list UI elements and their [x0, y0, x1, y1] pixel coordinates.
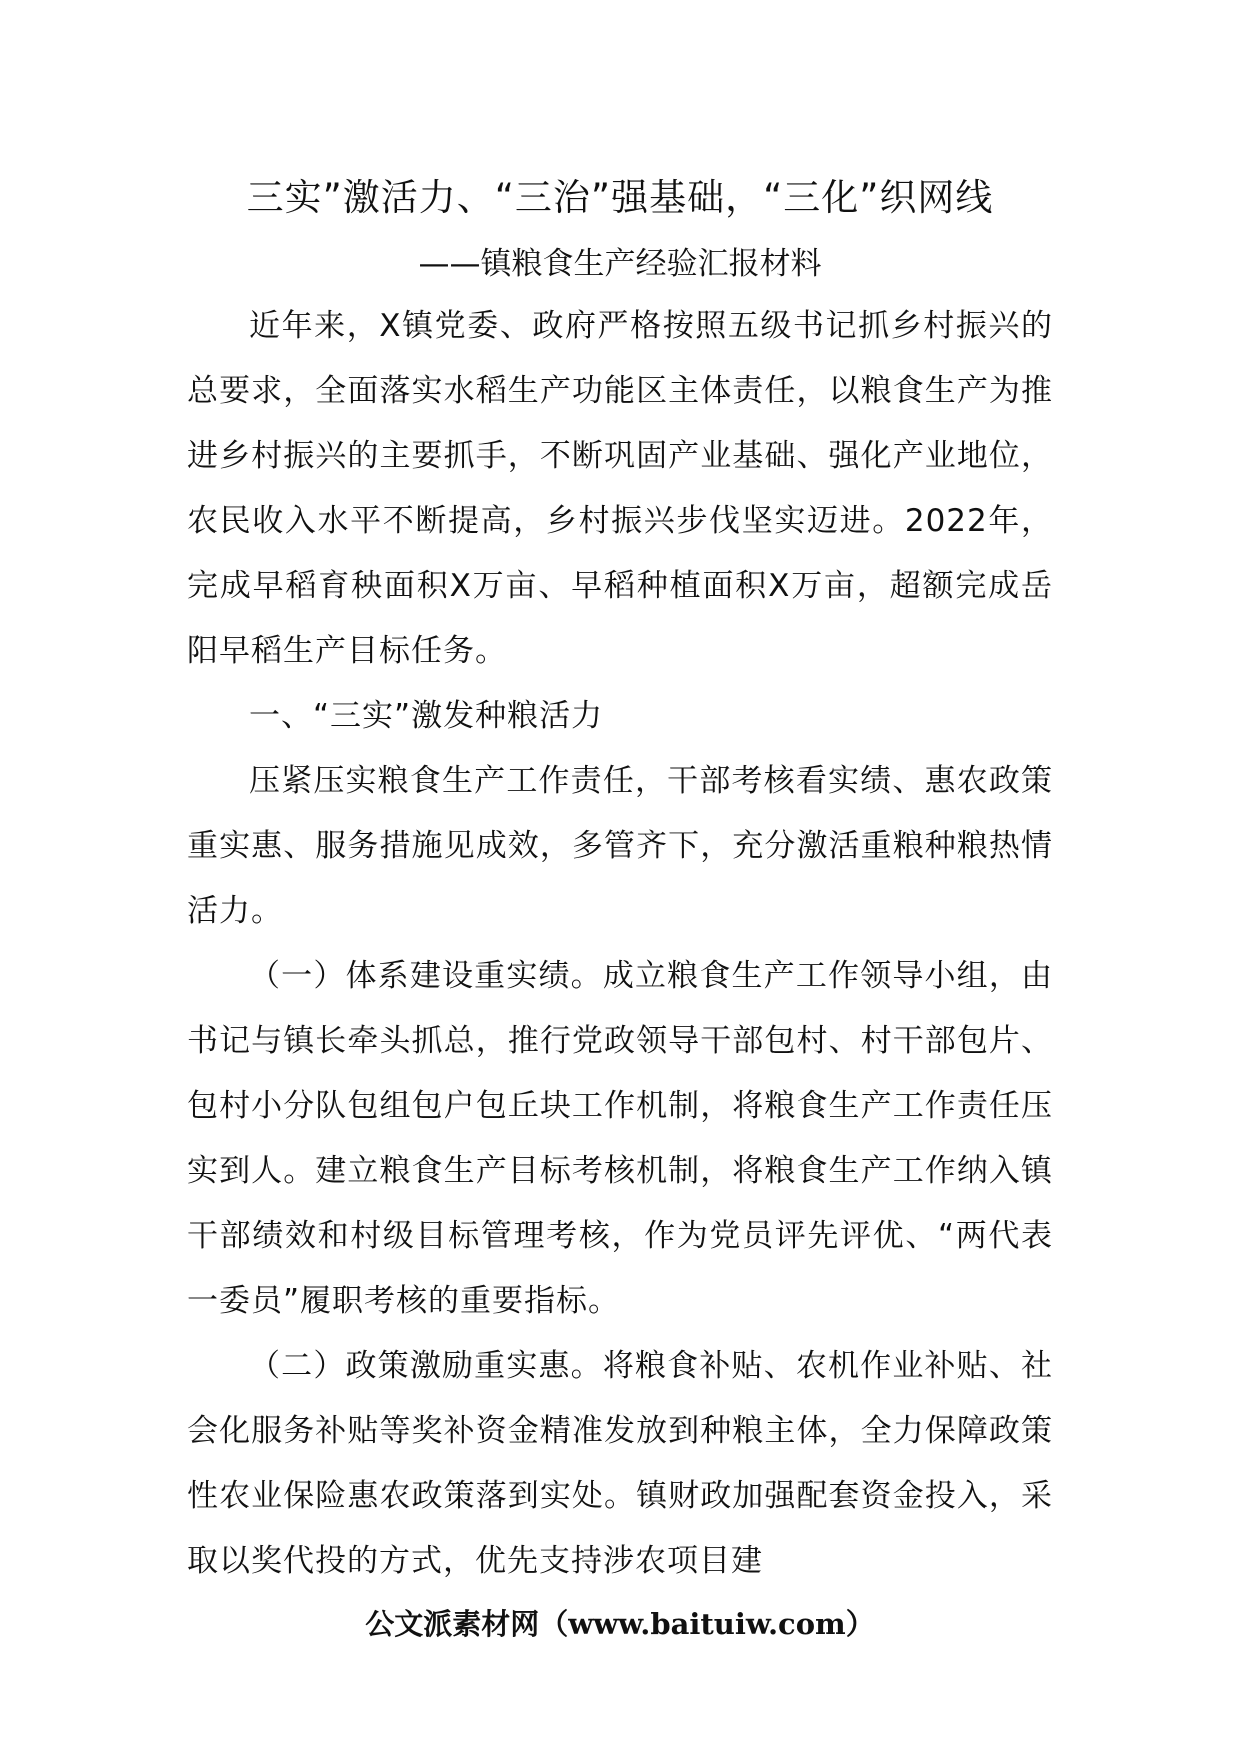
document-title: 三实”激活力、“三治”强基础，“三化”织网线 — [246, 176, 994, 219]
footer-watermark: 公文派素材网（www.baituiw.com） — [365, 1607, 875, 1641]
section-heading: 一、“三实”激发种粮活力 — [249, 698, 604, 734]
paragraph-subsection-2: （二）政策激励重实惠。将粮食补贴、农机作业补贴、社会化服务补贴等奖补资金精准发放到种粮主体，全力保障政策性农业保险惠农政策落到实处。镇财政加强配套资金投入，采取以奖代投的方式，优先支持涉农项目建 — [187, 1348, 1053, 1579]
paragraph-intro: 近年来，X镇党委、政府严格按照五级书记抓乡村振兴的总要求，全面落实水稻生产功能区主体责任，以粮食生产为推进乡村振兴的主要抓手，不断巩固产业基础、强化产业地位，农民收入水平不断提高，乡村振兴步伐坚实迈进。2022年，完成早稻育秧面积X万亩、早稻种植面积X万亩，超额完成岳阳早稻生产目标任务。 — [187, 308, 1053, 669]
paragraph-subsection-1: （一）体系建设重实绩。成立粮食生产工作领导小组，由书记与镇长牵头抓总，推行党政领导干部包村、村干部包片、包村小分队包组包户包丘块工作机制，将粮食生产工作责任压实到人。建立粮食生产目标考核机制，将粮食生产工作纳入镇干部绩效和村级目标管理考核，作为党员评先评优、“两代表一委员”履职考核的重要指标。 — [187, 958, 1053, 1319]
document-body — [187, 294, 1053, 1594]
document-subtitle: ——镇粮食生产经验汇报材料 — [418, 246, 822, 282]
paragraph-summary: 压紧压实粮食生产工作责任，干部考核看实绩、惠农政策重实惠、服务措施见成效，多管齐下，充分激活重粮种粮热情活力。 — [187, 763, 1053, 929]
